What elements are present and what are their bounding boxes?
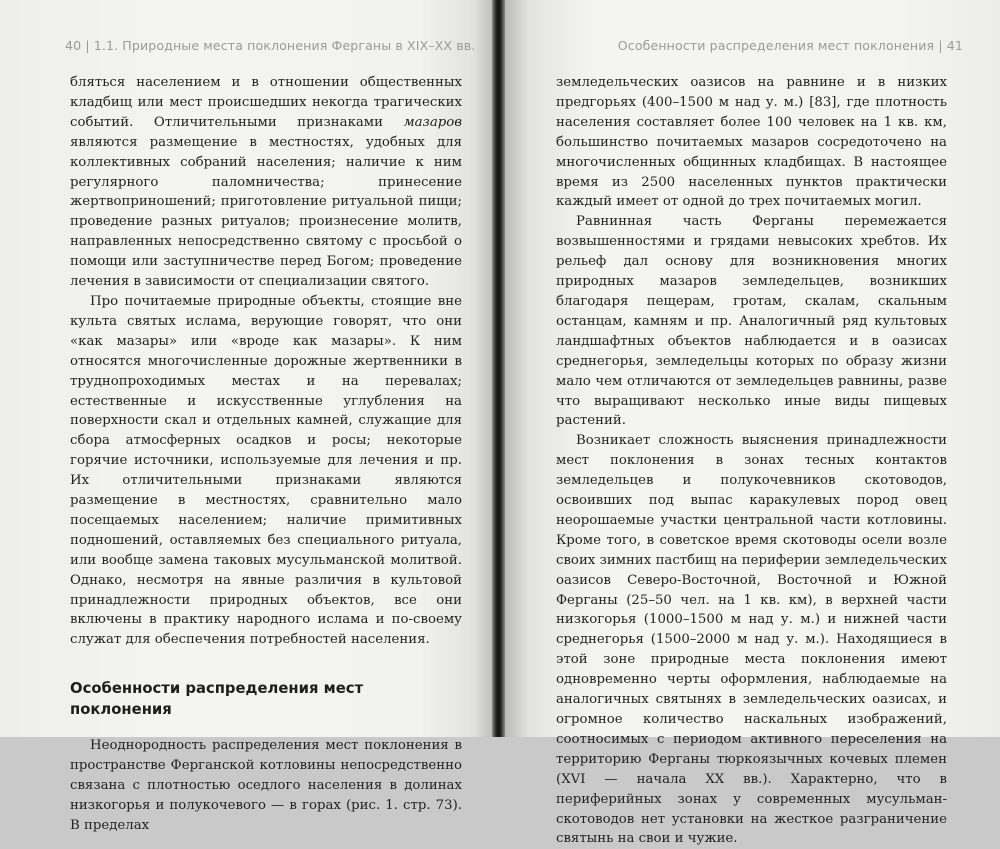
left-page [0, 0, 493, 833]
right-page-text [556, 73, 947, 849]
left-page-text [70, 73, 462, 836]
left-paragraph-1 [70, 73, 462, 292]
left-running-head: 40 | 1.1. Природные места поклонения Ферганы в XIX–XX вв. [65, 38, 476, 53]
right-paragraph-1: земледельческих оазисов на равнине и в низких предгорьях (400–1500 м над у. м.) [83], где плотность населения составляет более 100 человек на 1 кв. км, большинство почитаемых мазаров сосредоточено на многочисленных общинных кладбищах. В настоящее время из 2500 населенных пунктов практически каждый имеет от одной до трех почитаемых могил. [556, 75, 947, 210]
right-paragraph-3: Возникает сложность выяснения принадлежности мест поклонения в зонах тесных контактов земледельцев и полукочевников скотоводов, освоивших под выпас каракулевых пород овец неорошаемые участки центральной части котловины. Кроме того, в советское время скотоводы осели возле своих зимних пастбищ на периферии земледельческих оазисов Северо-Восточной, Восточной и Южной Ферганы (25–50 чел. на 1 кв. км), в верхней части низкогорья (1000–1500 м над у. м.) и нижней части среднегорья (1500–2000 м над у. м.). Находящиеся в этой зоне природные места поклонения имеют одновременно черты оформления, наблюдаемые на аналогичных святынях в земледельческих оазисах, и огромное количество наскальных изображений, соотносимых с периодом активного переселения на территорию Ферганы тюркоязычных кочевых племен (XVI — начала XX вв.). Характерно, что в периферийных зонах у современных мусульман-скотоводов нет установки на жесткое разграничение святынь на свои и чужие. [556, 433, 947, 847]
left-paragraph-2: Про почитаемые природные объекты, стоящие вне культа святых ислама, верующие говорят, что они «как мазары» или «вроде как мазары». К ним относятся многочисленные дорожные жертвенники в труднопроходимых местах и на перевалах; естественные и искусственные углубления на поверхности скал и отдельных камней, служащие для сбора атмосферных осадков и росы; некоторые горячие источники, используемые для лечения и пр. Их отличительными признаками являются размещение в местностях, сравнительно мало посещаемых населением; наличие примитивных подношений, оставляемых без специального ритуала, или вообще замена таковых мусульманской молитвой. Однако, несмотря на явные различия в культовой принадлежности природных объектов, все они включены в практику народного ислама и по-своему служат для обеспечения потребностей населения. [70, 293, 462, 648]
right-running-head: Особенности распределения мест поклонения | 41 [617, 38, 963, 53]
section-heading: Особенности распределения мест поклонения [70, 680, 364, 719]
left-paragraph-1-emphasis: мазаров [403, 114, 462, 130]
right-page [504, 0, 1000, 847]
left-paragraph-3: Неоднородность распределения мест поклонения в пространстве Ферганской котловины непосредственно связана с плотностью оседлого населения в долинах низкогорья и полукочевого — в горах (рис. 1. стр. 73). В пределах [70, 738, 462, 833]
right-paragraph-2: Равнинная часть Ферганы перемежается возвышенностями и грядами невысоких хребтов. Их рельеф дал основу для возникновения многих природных мазаров земледельцев, возникших благодаря пещерам, гротам, скалам, скальным останцам, камням и пр. Аналогичный ряд культовых ландшафтных объектов наблюдается и в оазисах среднегорья, земледельцы которых по образу жизни мало чем отличаются от земледельцев равнины, разве что выращивают несколько иные виды пищевых растений. [556, 214, 947, 429]
left-paragraph-1-part-a: бляться населением и в отношении общественных кладбищ или мест происшедших некогда трагических событий. Отличительными признаками [70, 75, 462, 130]
book-gutter [492, 0, 505, 737]
left-paragraph-1-part-b: являются размещение в местностях, удобных для коллективных собраний населения; наличие к ним регулярного паломничества; принесение жертвоприношений; приготовление ритуальной пищи; проведение разных ритуалов; произнесение молитв, направленных непосредственно святому с просьбой о помощи или заступничестве перед Богом; проведение лечения в зависимости от специализации святого. [70, 134, 462, 290]
